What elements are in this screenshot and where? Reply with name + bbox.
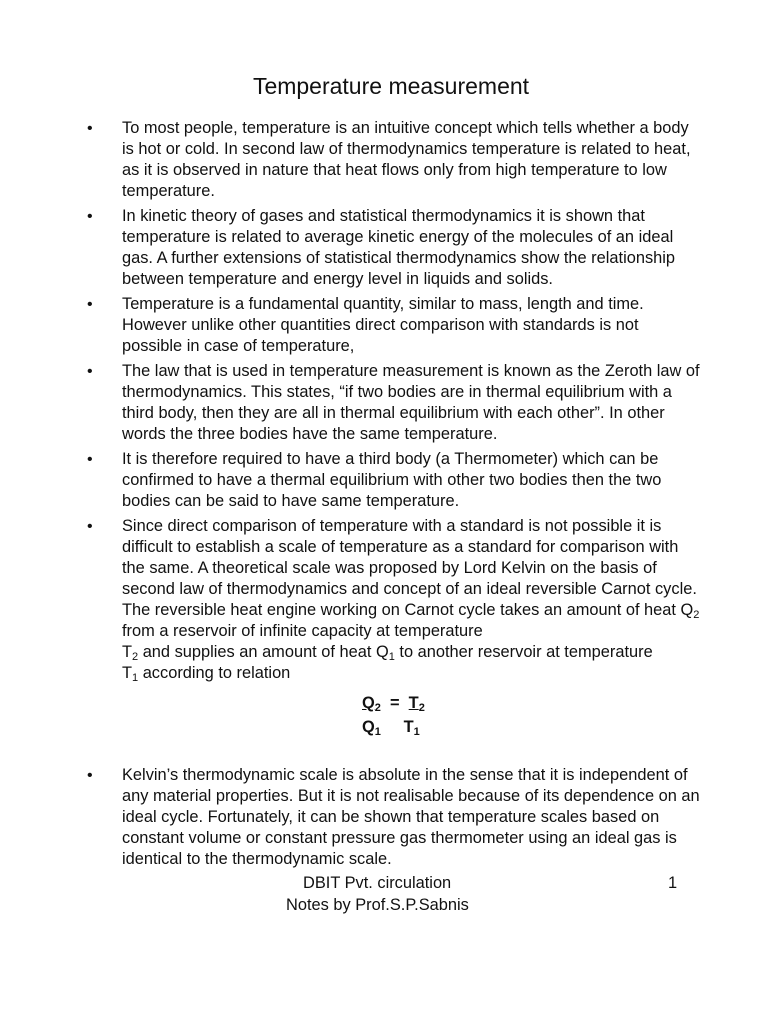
formula-q2: $Q_2$ <box>362 694 381 714</box>
list-item <box>0 206 702 290</box>
text-run: Since direct comparison of temperature with a standard is not possible it is difficult to establish a scale of temperature as a standard for comparison with the same. A theoretical scale was proposed by Lord Kelvin on the basis of second law of thermodynamics and concept of an ideal reversible Carnot cycle. The reversible heat engine working on Carnot cycle takes an amount of heat <box>122 517 697 619</box>
bullet-marker: • <box>87 363 93 380</box>
list-item <box>0 449 702 512</box>
page-number: 1 <box>668 874 678 892</box>
kelvin-relation-formula <box>0 691 702 739</box>
subscript: 1 <box>388 651 395 663</box>
list-item <box>0 294 702 357</box>
subscript: 2 <box>132 651 139 663</box>
paragraph-text: In kinetic theory of gases and statistical thermodynamics it is shown that temperature is related to average kinetic energy of the molecules of an ideal gas. A further extensions of statistical thermodynamics show the relationship between temperature and energy level in liquids and solids. <box>122 207 676 288</box>
bullet-marker: • <box>87 208 93 225</box>
formula-gap <box>381 718 404 736</box>
subscript: 2 <box>693 609 700 621</box>
paragraph-text: Kelvin’s thermodynamic scale is absolute in the sense that it is independent of any material properties. But it is not realisable because of its dependence on an ideal cycle. Fortunately, it can be shown that temperature scales based on constant volume or constant pressure gas thermometer using an ideal gas is identical to the thermodynamic scale. <box>122 766 700 868</box>
subscript: 1 <box>132 672 139 684</box>
formula-t1: $T_1$ <box>403 718 420 738</box>
paragraph-text: The law that is used in temperature measurement is known as the Zeroth law of thermodynamics. This states, “if two bodies are in thermal equilibrium with a third body, then they are all in thermal equilibrium with each other”. In other words the three bodies have the same temperature. <box>122 362 700 443</box>
bullet-marker: • <box>87 451 93 468</box>
bullet-list <box>0 118 768 874</box>
formula-equals: = <box>380 694 409 712</box>
symbol-q1: Q <box>375 643 389 661</box>
text-run: and supplies an amount of heat <box>138 643 376 661</box>
list-item <box>0 361 702 445</box>
list-item <box>0 516 702 684</box>
symbol-t2: T <box>122 643 133 661</box>
page-title: Temperature measurement <box>252 73 530 99</box>
footer-notes: Notes by Prof.S.P.Sabnis <box>286 896 469 914</box>
formula-denominator-row <box>122 715 702 739</box>
symbol-q2: Q <box>680 601 694 619</box>
paragraph-text <box>122 517 699 682</box>
bullet-marker: • <box>87 767 93 784</box>
formula-q1: $Q_1$ <box>362 718 381 738</box>
symbol-t1: T <box>122 664 133 682</box>
paragraph-text: It is therefore required to have a third body (a Thermometer) which can be confirmed to have a thermal equilibrium with other two bodies then the two bodies can be said to have same temperature. <box>122 450 662 510</box>
bullet-marker: • <box>87 120 93 137</box>
bullet-marker: • <box>87 518 93 535</box>
footer-circulation: DBIT Pvt. circulation <box>303 874 452 892</box>
bullet-marker: • <box>87 296 93 313</box>
paragraph-text: Temperature is a fundamental quantity, similar to mass, length and time. However unlike other quantities direct comparison with standards is not possible in case of temperature, <box>122 295 644 355</box>
text-run: to another reservoir at temperature <box>394 643 653 661</box>
paragraph-text: To most people, temperature is an intuitive concept which tells whether a body is hot or cold. In second law of thermodynamics temperature is related to heat, as it is observed in nature that heat flows only from high temperature to low temperature. <box>122 119 691 200</box>
text-run: from a reservoir of infinite capacity at temperature <box>122 622 483 640</box>
list-item <box>0 765 702 870</box>
text-run: according to relation <box>138 664 291 682</box>
formula-numerator-row <box>122 691 702 715</box>
list-item <box>0 118 702 202</box>
formula-t2: $T_2$ <box>408 694 425 714</box>
